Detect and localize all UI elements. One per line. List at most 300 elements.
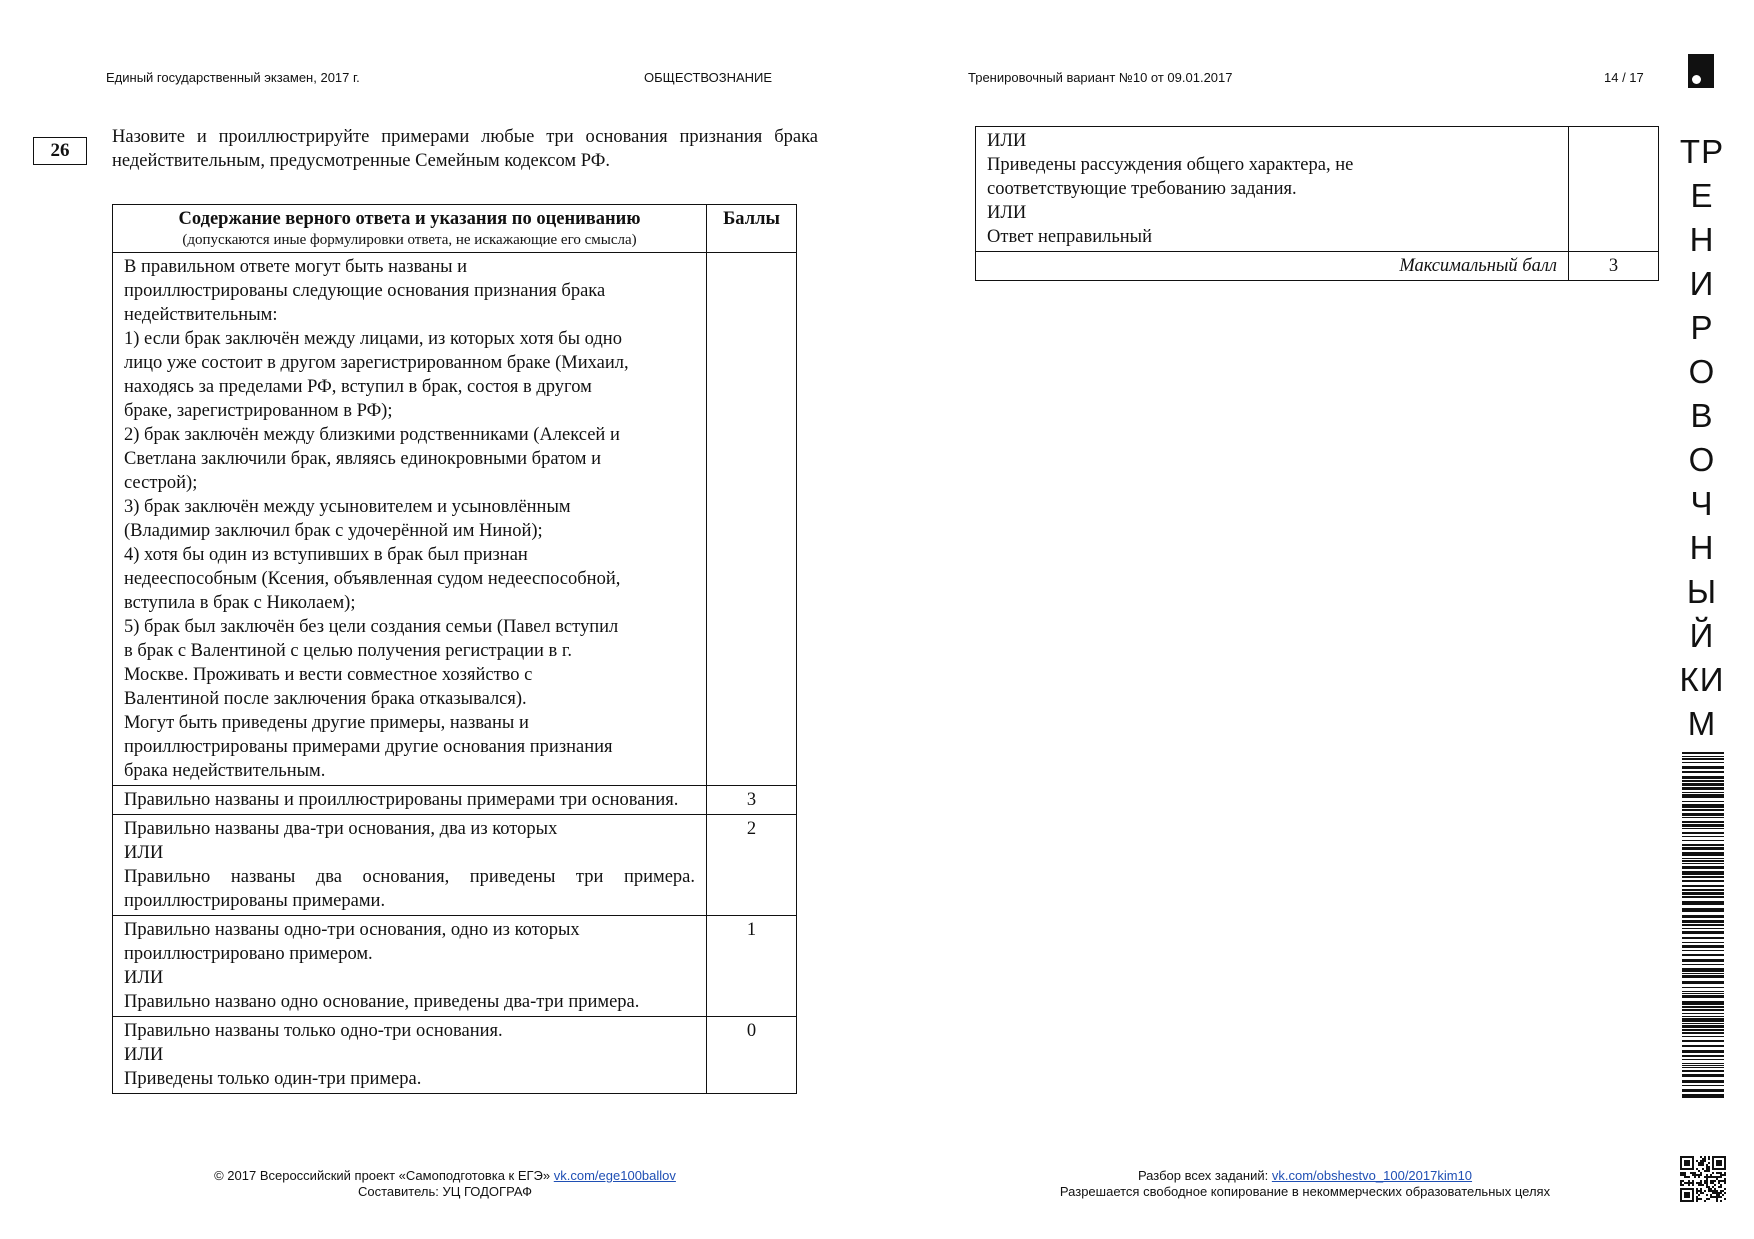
table-row [976,127,1659,252]
side-label-letter: О [1688,441,1716,478]
qr-finder-module [1684,1192,1690,1198]
qr-module [1718,1182,1720,1184]
barcode-bar [1682,804,1724,808]
side-label-letter: Ы [1686,573,1718,610]
qr-module [1706,1176,1708,1178]
qr-module [1724,1180,1726,1182]
qr-module [1698,1176,1700,1178]
qr-module [1706,1180,1708,1182]
qr-module [1706,1168,1708,1170]
answer-line: 5) брак был заключён без цели создания семьи (Павел вступил [124,617,619,637]
task-number: 26 [33,137,87,165]
barcode-bar [1682,920,1724,923]
qr-module [1680,1180,1682,1182]
criteria-text-cell [113,1017,707,1094]
qr-module [1720,1184,1722,1186]
qr-module [1708,1170,1710,1172]
qr-module [1706,1170,1708,1172]
qr-module [1712,1192,1714,1194]
qr-module [1716,1190,1718,1192]
qr-module [1686,1182,1688,1184]
qr-module [1688,1180,1690,1182]
barcode-bar [1682,863,1724,864]
answer-line: 1) если брак заключён между лицами, из которых хотя бы одно [124,329,622,349]
qr-module [1724,1188,1726,1190]
criteria-continuation-cell [976,127,1569,252]
side-label-letter: М [1687,705,1717,742]
qr-module [1722,1180,1724,1182]
barcode-bar [1682,1085,1724,1086]
barcode-bar [1682,860,1724,862]
criteria-continuation-score [1569,127,1659,252]
criteria-line: ИЛИ [987,131,1027,151]
header-exam-title: Единый государственный экзамен, 2017 г. [106,70,360,85]
qr-module [1702,1168,1704,1170]
qr-module [1712,1172,1714,1174]
qr-module [1718,1186,1720,1188]
criteria-line: ИЛИ [124,968,164,988]
criteria-row [113,786,797,815]
criteria-score: 1 [707,916,797,1017]
barcode-bar [1682,973,1724,974]
qr-module [1698,1194,1700,1196]
criteria-line: Правильно названы одно-три основания, одно из которых [124,920,580,940]
barcode-bar [1682,981,1724,984]
criteria-line: Приведены рассуждения общего характера, не [987,155,1354,175]
answer-line: находясь за пределами РФ, вступил в брак, состоя в другом [124,377,592,397]
qr-module [1706,1198,1708,1200]
qr-module [1720,1200,1722,1202]
barcode-bar [1682,896,1724,898]
footer-right-text: Разбор всех заданий: [1137,1168,1269,1183]
barcode-bar [1682,1013,1724,1014]
barcode-bar [1682,1036,1724,1037]
criteria-score: 3 [707,786,797,815]
barcode-bar [1682,1050,1724,1053]
side-label-letter: Р [1690,309,1714,346]
qr-module [1712,1182,1714,1184]
answer-line: 4) хотя бы один из вступивших в брак был признан [124,545,528,565]
qr-module [1684,1172,1686,1174]
qr-module [1702,1184,1704,1186]
barcode-bar [1682,1094,1724,1098]
qr-module [1684,1176,1686,1178]
qr-module [1722,1190,1724,1192]
criteria-score: 2 [707,815,797,916]
qr-module [1710,1182,1712,1184]
criteria-line: ИЛИ [124,1045,164,1065]
criteria-score: 0 [707,1017,797,1094]
qr-module [1706,1178,1708,1180]
qr-module [1720,1174,1722,1176]
barcode-bar [1682,1029,1724,1031]
qr-module [1682,1172,1684,1174]
qr-module [1716,1200,1718,1202]
qr-module [1708,1190,1710,1192]
qr-module [1718,1180,1720,1182]
qr-module [1708,1186,1710,1188]
barcode-bar [1682,828,1724,829]
barcode-bar [1682,1006,1724,1008]
qr-module [1684,1182,1686,1184]
qr-module [1698,1182,1700,1184]
qr-module [1700,1160,1702,1162]
answer-line: вступила в брак с Николаем); [124,593,356,613]
header-variant: Тренировочный вариант №10 от 09.01.2017 [968,70,1233,85]
barcode-bar [1682,1009,1724,1011]
barcode-bar [1682,1065,1724,1066]
qr-module [1702,1158,1704,1160]
answer-line: недееспособным (Ксения, объявленная судом недееспособной, [124,569,621,589]
qr-module [1700,1162,1702,1164]
content-header-title: Содержание верного ответа и указания по оцениванию [178,209,641,229]
footer-right-link[interactable]: vk.com/obshestvo_100/2017kim10 [1271,1168,1473,1183]
qr-module [1696,1192,1698,1194]
qr-module [1712,1186,1714,1188]
qr-module [1682,1184,1684,1186]
barcode-bar [1682,901,1724,905]
answer-line: сестрой); [124,473,198,493]
footer-right-license: Разрешается свободное копирование в некоммерческих образовательных целях [1059,1184,1551,1199]
criteria-line: ИЛИ [124,843,164,863]
qr-module [1720,1176,1722,1178]
barcode-bar [1682,847,1724,850]
qr-module [1702,1192,1704,1194]
qr-module [1714,1192,1716,1194]
qr-module [1700,1190,1702,1192]
barcode-bar [1682,836,1724,837]
answer-line: Москве. Проживать и вести совместное хозяйство с [124,665,533,685]
qr-module [1716,1178,1718,1180]
side-label-letter: О [1688,353,1716,390]
qr-module [1712,1180,1714,1182]
qr-module [1684,1174,1686,1176]
table-header-row [113,205,797,253]
qr-module [1710,1196,1712,1198]
qr-module [1708,1168,1710,1170]
barcode-bar [1682,771,1724,773]
answer-line: В правильном ответе могут быть названы и [124,257,468,277]
answer-line: браке, зарегистрированном в РФ); [124,401,393,421]
qr-module [1700,1182,1702,1184]
side-label-letter: ТР [1679,133,1725,170]
side-label-letter: Н [1689,529,1715,566]
qr-module [1712,1190,1714,1192]
barcode-bar [1682,876,1724,878]
barcode-bar [1682,758,1724,760]
qr-module [1706,1194,1708,1196]
qr-module [1710,1188,1712,1190]
barcode-bar [1682,937,1724,939]
max-score-label: Максимальный балл [976,252,1569,281]
qr-module [1724,1182,1726,1184]
qr-module [1718,1194,1720,1196]
qr-module [1700,1156,1702,1158]
criteria-line: ИЛИ [987,203,1027,223]
content-header-cell [113,205,707,253]
barcode-bar [1682,780,1724,782]
footer-right [1000,1168,1610,1200]
qr-module [1712,1176,1714,1178]
qr-module [1710,1176,1712,1178]
criteria-line: Приведены только один-три примера. [124,1069,422,1089]
qr-module [1714,1196,1716,1198]
qr-module [1706,1174,1708,1176]
qr-finder-module [1684,1160,1690,1166]
qr-module [1698,1198,1700,1200]
barcode-bar [1682,954,1724,956]
qr-module [1710,1194,1712,1196]
qr-module [1706,1186,1708,1188]
barcode-bar [1682,844,1724,846]
qr-module [1692,1180,1694,1182]
answer-line: проиллюстрированы примерами другие основания признания [124,737,613,757]
barcode-bar [1682,931,1724,934]
qr-module [1696,1188,1698,1190]
barcode-bar [1682,1070,1724,1072]
criteria-line: Правильно названы два основания, приведены три примера. проиллюстрированы примерами. [124,867,695,911]
barcode-bar [1682,959,1724,962]
barcode-bar [1682,1045,1724,1047]
qr-module [1698,1184,1700,1186]
qr-module [1702,1160,1704,1162]
qr-module [1704,1176,1706,1178]
qr-module [1704,1190,1706,1192]
grading-table-continuation [975,126,1659,281]
qr-module [1682,1180,1684,1182]
qr-module [1722,1194,1724,1196]
answer-line: Светлана заключили брак, являясь единокровными братом и [124,449,602,469]
barcode-bar [1682,762,1724,763]
qr-module [1694,1174,1696,1176]
qr-module [1702,1164,1704,1166]
answer-line: в брак с Валентиной с целью получения регистрации в г. [124,641,573,661]
corner-marker-icon [1688,54,1714,88]
qr-module [1688,1176,1690,1178]
side-label-letter: В [1690,397,1714,434]
barcode-bar [1682,915,1724,918]
criteria-text-cell [113,815,707,916]
barcode-icon [1682,752,1724,1100]
barcode-bar [1682,968,1724,972]
qr-module [1708,1166,1710,1168]
qr-module [1704,1160,1706,1162]
qr-module [1704,1180,1706,1182]
barcode-bar [1682,1040,1724,1042]
qr-module [1696,1196,1698,1198]
qr-module [1696,1182,1698,1184]
answer-line: недействительным: [124,305,278,325]
qr-module [1714,1180,1716,1182]
barcode-bar [1682,928,1724,929]
qr-module [1716,1172,1718,1174]
barcode-bar [1682,1089,1724,1092]
qr-module [1716,1196,1718,1198]
barcode-bar [1682,993,1724,994]
barcode-bar [1682,892,1724,895]
footer-left-link[interactable]: vk.com/ege100ballov [553,1168,676,1183]
qr-finder-module [1716,1160,1722,1166]
qr-module [1680,1182,1682,1184]
side-label-letter: КИ [1679,661,1725,698]
qr-module [1692,1172,1694,1174]
barcode-bar [1682,776,1724,779]
qr-module [1706,1166,1708,1168]
qr-module [1720,1192,1722,1194]
qr-module [1690,1172,1692,1174]
criteria-line: соответствующие требованию задания. [987,179,1297,199]
qr-module [1688,1184,1690,1186]
qr-module [1708,1158,1710,1160]
answer-content-row [113,253,797,786]
barcode-bar [1682,821,1724,823]
qr-module [1700,1184,1702,1186]
qr-module [1704,1200,1706,1202]
barcode-bar [1682,880,1724,882]
qr-module [1692,1182,1694,1184]
max-score-row [976,252,1659,281]
answer-content-cell [113,253,707,786]
side-label-letter: Н [1689,221,1715,258]
barcode-bar [1682,975,1724,978]
qr-module [1704,1170,1706,1172]
barcode-bar [1682,832,1724,834]
barcode-bar [1682,756,1724,757]
barcode-bar [1682,889,1724,891]
qr-module [1704,1158,1706,1160]
answer-line: брака недействительным. [124,761,326,781]
qr-module [1696,1190,1698,1192]
grading-table [112,204,797,1094]
qr-module [1720,1190,1722,1192]
qr-module [1718,1176,1720,1178]
qr-module [1698,1174,1700,1176]
qr-module [1706,1184,1708,1186]
barcode-bar [1682,924,1724,926]
criteria-rows [113,786,797,1094]
qr-module [1692,1174,1694,1176]
qr-module [1702,1162,1704,1164]
qr-module [1700,1180,1702,1182]
qr-module [1720,1196,1722,1198]
qr-module [1714,1190,1716,1192]
qr-module [1722,1174,1724,1176]
barcode-bar [1682,766,1724,769]
barcode-bar [1682,942,1724,943]
qr-module [1700,1164,1702,1166]
content-header-subtitle: (допускаются иные формулировки ответа, не искажающие его смысла) [182,232,637,248]
qr-module [1680,1172,1682,1174]
qr-module [1720,1180,1722,1182]
max-score-value: 3 [1569,252,1659,281]
barcode-bar [1682,991,1724,992]
footer-left [150,1168,740,1200]
qr-module [1696,1168,1698,1170]
barcode-bar [1682,1016,1724,1017]
qr-module [1682,1174,1684,1176]
barcode-bar [1682,801,1724,802]
criteria-row [113,815,797,916]
criteria-row [113,1017,797,1094]
score-header-cell: Баллы [707,205,797,253]
qr-module [1718,1196,1720,1198]
qr-module [1680,1184,1682,1186]
barcode-bar [1682,1025,1724,1028]
barcode-bar [1682,1063,1724,1064]
criteria-row [113,916,797,1017]
answer-line: 3) брак заключён между усыновителем и усыновлённым [124,497,571,517]
barcode-bar [1682,809,1724,811]
answer-line: Могут быть приведены другие примеры, названы и [124,713,529,733]
qr-module [1694,1172,1696,1174]
answer-content-score [707,253,797,786]
qr-module [1700,1172,1702,1174]
qr-module [1724,1174,1726,1176]
qr-module [1718,1172,1720,1174]
side-label-letter: Е [1690,177,1714,214]
qr-module [1698,1170,1700,1172]
qr-module [1708,1162,1710,1164]
qr-module [1690,1182,1692,1184]
qr-module [1704,1156,1706,1158]
qr-module [1724,1178,1726,1180]
qr-module [1700,1174,1702,1176]
qr-module [1710,1180,1712,1182]
barcode-bar [1682,1080,1724,1083]
side-label-letter: И [1689,265,1715,302]
barcode-bar [1682,995,1724,998]
qr-module [1696,1200,1698,1202]
criteria-text-cell [113,916,707,1017]
qr-module [1724,1192,1726,1194]
qr-module [1720,1172,1722,1174]
barcode-bar [1682,950,1724,951]
qr-module [1708,1198,1710,1200]
criteria-line: Ответ неправильный [987,227,1153,247]
barcode-bar [1682,866,1724,869]
qr-module [1696,1160,1698,1162]
footer-left-text: © 2017 Всероссийский проект «Самоподготовка к ЕГЭ» [214,1168,551,1183]
barcode-bar [1682,794,1724,798]
barcode-bar [1682,1055,1724,1057]
side-vertical-label [1672,130,1732,746]
barcode-bar [1682,987,1724,988]
answer-line: Валентиной после заключения брака отказывался). [124,689,527,709]
qr-module [1720,1186,1722,1188]
criteria-line: Правильно названы только одно-три основания. [124,1021,503,1041]
qr-module [1696,1198,1698,1200]
barcode-bar [1682,817,1724,818]
footer-left-author: Составитель: УЦ ГОДОГРАФ [357,1184,532,1199]
qr-module [1706,1182,1708,1184]
criteria-line: Правильно названы два-три основания, два из которых [124,819,558,839]
qr-module [1710,1174,1712,1176]
criteria-text-cell [113,786,707,815]
qr-module [1714,1176,1716,1178]
qr-module [1714,1184,1716,1186]
barcode-bar [1682,1059,1724,1060]
barcode-bar [1682,824,1724,827]
qr-code-icon [1680,1156,1726,1202]
answer-line: 2) брак заключён между близкими родственниками (Алексей и [124,425,620,445]
header-subject: ОБЩЕСТВОЗНАНИЕ [644,70,773,85]
barcode-bar [1682,840,1724,841]
criteria-line: проиллюстрировано примером. [124,944,373,964]
barcode-bar [1682,1001,1724,1005]
qr-module [1698,1164,1700,1166]
barcode-bar [1682,871,1724,875]
qr-module [1716,1192,1718,1194]
